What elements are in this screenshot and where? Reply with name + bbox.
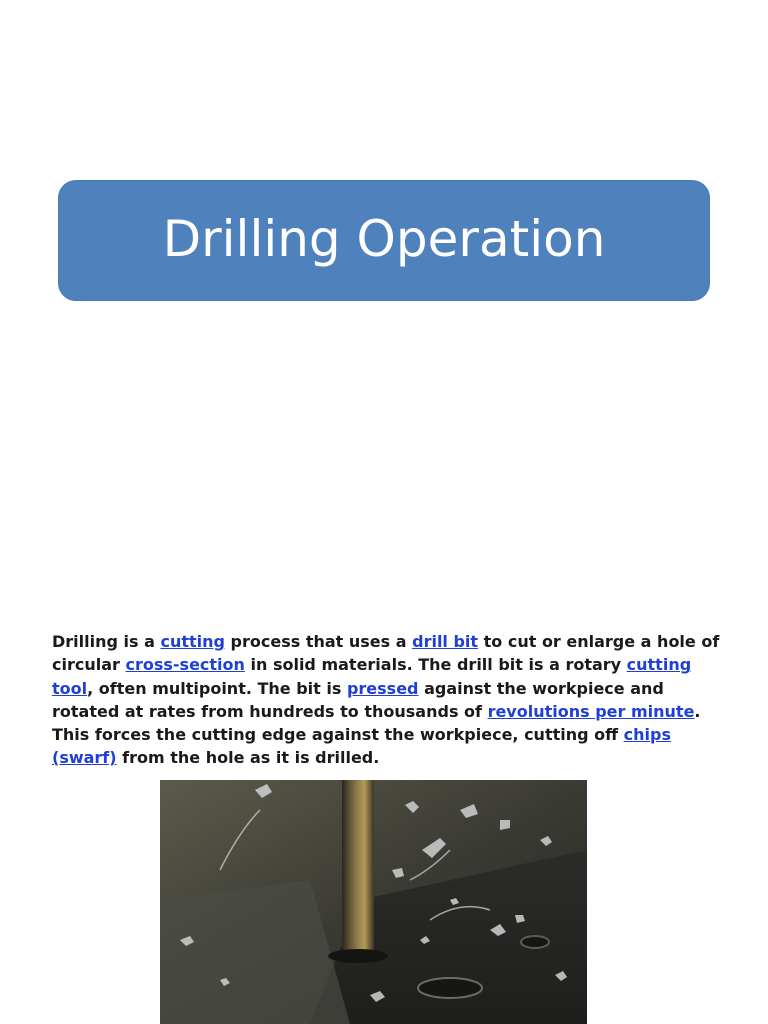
link-pressed[interactable]: pressed [346, 678, 419, 698]
drilling-photo [160, 780, 587, 1024]
text-segment: against the workpiece and rotated at rates from hundreds to thousands of [52, 678, 664, 721]
link-cutting[interactable]: cutting [160, 632, 225, 651]
link-cross-section[interactable]: cross-section [125, 655, 245, 675]
slide-title: Drilling Operation [162, 209, 606, 268]
text-segment: process that uses a [224, 632, 413, 651]
link-revolutions-per-minute[interactable]: revolutions per minute [487, 701, 695, 721]
text-segment: Drilling is a [52, 632, 161, 651]
drill-hole [328, 949, 388, 963]
text-segment: from the hole as it is drilled. [116, 748, 380, 768]
link-cutting-tool[interactable]: cutting tool [52, 655, 692, 698]
drill-bit [342, 780, 374, 955]
text-segment: in solid materials. The drill bit is a rotary [244, 655, 627, 675]
finished-hole-1 [418, 978, 482, 998]
link-chips-swarf[interactable]: chips (swarf) [52, 725, 672, 768]
title-box [58, 180, 710, 301]
link-drill-bit[interactable]: drill bit [412, 632, 479, 651]
description-paragraph [52, 630, 732, 770]
text-segment: . This forces the cutting edge against the workpiece, cutting off [52, 701, 701, 745]
text-segment: to cut or enlarge a hole of circular [52, 632, 720, 675]
drilling-photo-illustration [160, 780, 587, 1024]
finished-hole-2 [521, 936, 549, 948]
text-segment: , often multipoint. The bit is [87, 678, 347, 698]
